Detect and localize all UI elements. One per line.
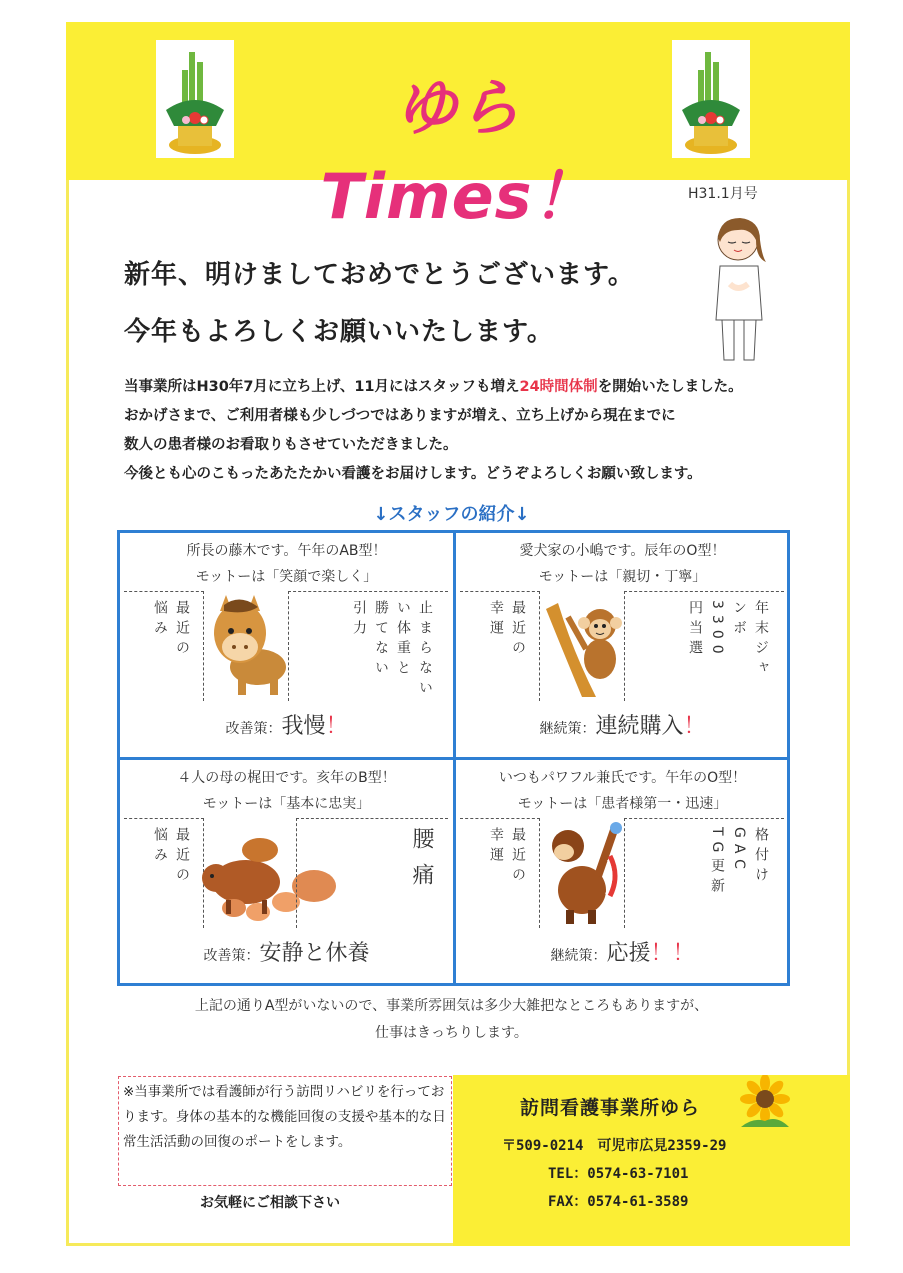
staff-card	[120, 533, 453, 757]
monkey-illustration-icon	[542, 589, 626, 699]
topic-detail-box	[624, 591, 784, 701]
staff-intro: いつもパワフル兼氏です。午年のO型！	[498, 770, 747, 786]
topic-box	[460, 591, 540, 701]
measure-value: 応援	[606, 941, 651, 966]
topic-detail-box	[296, 818, 448, 928]
consult-invitation: お気軽にご相談下さい	[200, 1195, 340, 1211]
topic-text: 最近の	[510, 600, 526, 660]
staff-intro: ４人の母の梶田です。亥年のB型！	[177, 770, 396, 786]
measure-line	[120, 936, 453, 967]
newsletter-title: ゆらTimes！	[320, 71, 596, 233]
topic-text: 最近の	[510, 827, 526, 887]
note-line-1: 上記の通りA型がいないので、事業所雰囲気は多少大雑把なところもありますが、	[194, 998, 709, 1014]
staff-card	[456, 760, 789, 984]
topic-detail-box	[624, 818, 784, 928]
intro-highlight: 24時間体制	[519, 379, 598, 395]
measure-label: 改善策：	[225, 721, 282, 737]
office-address: 〒509-0214 可児市広見2359-29	[502, 1138, 727, 1154]
measure-exclamation: ！！	[650, 941, 695, 966]
note-line-2: 仕事はきっちりします。	[375, 1025, 528, 1041]
topic-detail-box	[288, 591, 448, 701]
topic-text: 最近の	[174, 827, 190, 887]
topic-detail: い体重と	[395, 600, 411, 680]
staff-motto: モットーは「患者様第一・迅速」	[517, 796, 728, 812]
topic-text: 悩み	[152, 600, 168, 640]
measure-exclamation: ！	[325, 714, 348, 739]
staff-card	[456, 533, 789, 757]
staff-grid	[117, 530, 790, 986]
intro-line-1	[124, 373, 824, 402]
horse-illustration-icon	[206, 589, 290, 699]
intro-line-3: 数人の患者様のお看取りもさせていただきました。	[124, 437, 458, 453]
intro-line-4: 今後とも心のこもったあたたかい看護をお届けします。どうぞよろしくお願い致します。	[124, 466, 702, 482]
topic-detail: 3300	[709, 600, 725, 660]
topic-detail: TG更新	[709, 827, 725, 899]
rehab-notice: ※当事業所では看護師が行う訪問リハビリを行っております。身体の基本的な機能回復の支援や基本的な日常生活活動の回復のポートをします。	[118, 1076, 452, 1186]
staff-intro: 愛犬家の小嶋です。辰年のO型！	[519, 543, 726, 559]
topic-text: 幸運	[488, 827, 504, 867]
sunflower-icon	[733, 1075, 797, 1131]
office-fax: FAX：0574-61-3589	[548, 1194, 689, 1210]
measure-label: 改善策：	[203, 948, 260, 964]
intro-line-1-text: 当事業所はH30年7月に立ち上げ、11月にはスタッフも増え	[124, 379, 520, 395]
topic-detail: 腰痛	[409, 827, 434, 899]
office-name: 訪問看護事業所ゆら	[520, 1097, 701, 1119]
staff-motto: モットーは「笑顔で楽しく」	[195, 569, 378, 585]
topic-text: 最近の	[174, 600, 190, 660]
staff-intro: 所長の藤木です。午年のAB型！	[186, 543, 387, 559]
measure-value: 安静と休養	[259, 941, 370, 966]
measure-line	[120, 709, 453, 740]
topic-detail: 格付け	[753, 827, 769, 887]
topic-box	[124, 591, 204, 701]
kadomatsu-icon	[156, 40, 234, 158]
topic-detail: 円当選	[687, 600, 703, 660]
cheering-horse-illustration-icon	[542, 816, 626, 926]
measure-label: 継続策：	[539, 721, 596, 737]
topic-detail: GAC	[731, 827, 747, 875]
greeting-line-2: 今年もよろしくお願いいたします。	[124, 317, 554, 347]
staff-section-heading: ↓スタッフの紹介↓	[373, 504, 530, 525]
topic-detail: 引力	[351, 600, 367, 640]
measure-line	[456, 936, 789, 967]
kadomatsu-icon	[672, 40, 750, 158]
measure-value: 我慢	[281, 714, 326, 739]
staff-card	[120, 760, 453, 984]
greeting-line-1: 新年、明けましておめでとうございます。	[124, 260, 635, 290]
staff-motto: モットーは「親切・丁寧」	[538, 569, 707, 585]
topic-detail: ンボ	[731, 600, 747, 640]
office-tel: TEL：0574-63-7101	[548, 1166, 689, 1182]
measure-label: 継続策：	[550, 948, 607, 964]
issue-date: H31.1月号	[688, 186, 758, 202]
staff-motto: モットーは「基本に忠実」	[202, 796, 371, 812]
topic-box	[460, 818, 540, 928]
measure-line	[456, 709, 789, 740]
intro-line-1-tail: を開始いたしました。	[597, 379, 743, 395]
topic-detail: 年末ジャ	[753, 600, 769, 680]
intro-line-2: おかげさまで、ご利用者様も少しづつではありますが増え、立ち上げから現在までに	[124, 408, 676, 424]
topic-text: 幸運	[488, 600, 504, 640]
measure-exclamation: ！	[683, 714, 706, 739]
topic-text: 悩み	[152, 827, 168, 867]
nurse-illustration-icon	[700, 210, 780, 370]
intro-paragraph	[124, 373, 824, 489]
measure-value: 連続購入	[595, 714, 684, 739]
topic-detail: 勝てない	[373, 600, 389, 680]
topic-detail: 止まらない	[417, 600, 433, 700]
